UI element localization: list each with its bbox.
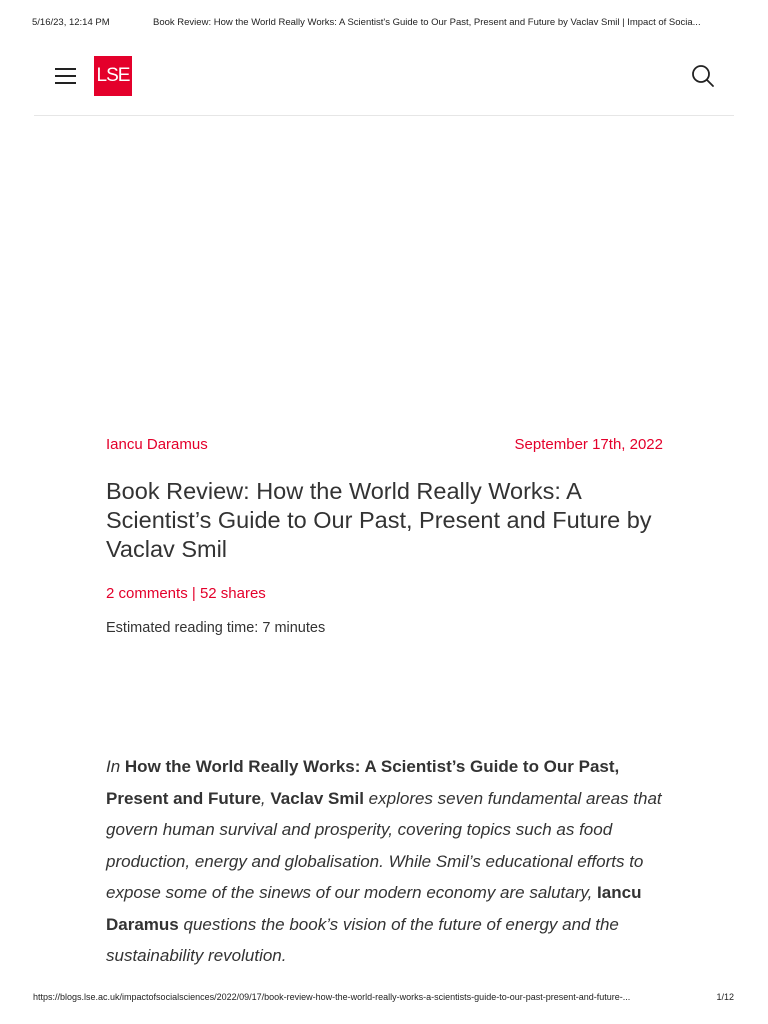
logo-text: LSE — [96, 65, 130, 86]
intro-reviewer: Iancu Daramus — [106, 883, 642, 934]
intro-text-4: questions the book’s vision of the future of energy and the sustainability revolution. — [106, 914, 619, 965]
comments-link[interactable]: 2 comments — [106, 585, 188, 602]
article-intro — [106, 751, 666, 972]
author-link[interactable]: Iancu Daramus — [106, 436, 208, 453]
stats-separator: | — [187, 585, 200, 602]
hamburger-menu-icon[interactable] — [55, 66, 77, 86]
reading-time: Estimated reading time: 7 minutes — [106, 620, 326, 636]
article-title: Book Review: How the World Really Works: A Scientist’s Guide to Our Past, Present and Future by Vaclav Smil — [106, 478, 652, 562]
intro-text-1: In — [106, 757, 125, 776]
shares-count[interactable]: 52 shares — [199, 585, 266, 602]
intro-book-title: How the World Really Works: A Scientist’s Guide to Our Past, Present and Future — [106, 757, 620, 808]
intro-book-author: Vaclav Smil — [270, 788, 364, 808]
intro-text-2: , — [260, 788, 271, 808]
site-header — [34, 56, 734, 116]
intro-text-3: explores seven fundamental areas that govern human survival and prosperity, covering topics such as food production, energy and globalisation. While Smil’s educational efforts to expose some of the sinews of our modern economy are salutary, — [106, 788, 662, 902]
print-url: https://blogs.lse.ac.uk/impactofsocialsciences/2022/09/17/book-review-how-the-world-really-works-a-scientists-guide-to-our-past-present-and-future-... — [33, 992, 631, 1002]
search-icon[interactable] — [690, 63, 716, 89]
post-date: September 17th, 2022 — [514, 436, 663, 453]
print-date: 5/16/23, 12:14 PM — [32, 17, 110, 28]
print-document-title: Book Review: How the World Really Works: A Scientist's Guide to Our Past, Present and Future by Vaclav Smil | Impact of Socia... — [153, 17, 701, 28]
page-number: 1/12 — [716, 992, 734, 1002]
article-stats — [106, 585, 266, 602]
lse-logo[interactable] — [94, 56, 132, 96]
